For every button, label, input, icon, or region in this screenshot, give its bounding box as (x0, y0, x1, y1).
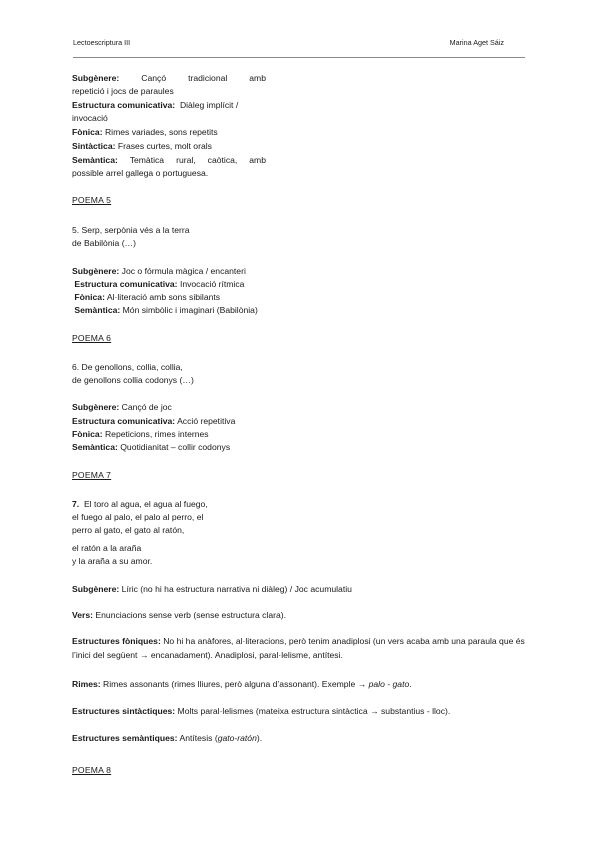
p4-estructura-text1: Diàleg implícit / (179, 100, 239, 110)
p7-semantica-example: gato-ratón (217, 733, 257, 743)
p4-estructura-label: Estructura comunicativa: (72, 100, 176, 110)
p6-fonica-label: Fònica: (72, 429, 103, 439)
p5-subgenere-label: Subgènere: (72, 266, 120, 276)
poem5-heading: POEMA 5 (72, 195, 112, 205)
p4-fonica-label: Fònica: (72, 127, 103, 137)
poem7-verse-line5: y la araña a su amor. (72, 556, 153, 566)
poem6-verse-line2: de genollons collia codonys (…) (72, 375, 194, 385)
p4-subgenere-text1: Cançó tradicional amb (141, 73, 266, 83)
p4-fonica (72, 127, 218, 138)
p5-subgenere (72, 266, 246, 277)
p7-vers-text: Enunciacions sense verb (sense estructura clara). (95, 610, 287, 620)
poem7-verse-line1 (72, 499, 208, 510)
p4-sintactica-text: Frases curtes, molt orals (117, 141, 212, 151)
p6-subgenere-label: Subgènere: (72, 402, 120, 412)
p7-subgenere (72, 584, 352, 595)
poem6-verse-line1: 6. De genollons, collia, collia, (72, 362, 183, 372)
p7-semantica (72, 733, 262, 744)
p5-semantica (72, 305, 258, 316)
p7-fonica-label: Estructures fòniques: (72, 636, 161, 646)
p5-estructura-label: Estructura comunicativa: (74, 279, 178, 289)
p6-semantica-text: Quotidianitat – collir codonys (120, 442, 231, 452)
p5-estructura-text: Invocació rítmica (179, 279, 245, 289)
p5-semantica-label: Semàntica: (74, 305, 121, 315)
p4-semantica-line1 (72, 155, 266, 166)
p7-fonica-text: No hi ha anàfores, al·literacions, però tenim anadiplosi (un vers acaba amb una paraula que és l’inici del següent → encanadament). Anadiplosi, paral·lelisme, antítesi. (72, 636, 525, 660)
poem7-heading: POEMA 7 (72, 470, 112, 480)
p6-estructura (72, 416, 235, 427)
p7-vers-label: Vers: (72, 610, 94, 620)
p5-fonica-label: Fònica: (74, 292, 105, 302)
poem7-verse-line2: el fuego al palo, el palo al perro, el (72, 512, 204, 522)
p5-fonica (72, 292, 220, 303)
p7-rimes-end: . (409, 679, 412, 689)
p6-estructura-text: Acció repetitiva (177, 416, 236, 426)
p6-fonica (72, 429, 209, 440)
p7-sintactica (72, 706, 450, 717)
p4-subgenere-line2: repetició i jocs de paraules (72, 86, 174, 96)
header-author-name: Marina Aget Sáiz (449, 38, 504, 47)
p7-rimes-example: palo - gato (368, 679, 410, 689)
p4-semantica-line2: possible arrel gallega o portuguesa. (72, 168, 209, 178)
p6-subgenere (72, 402, 172, 413)
poem7-verse-text1: El toro al agua, el agua al fuego, (83, 499, 208, 509)
page-header (73, 38, 525, 50)
p6-fonica-text: Repeticions, rimes internes (104, 429, 209, 439)
p7-sintactica-label: Estructures sintàctiques: (72, 706, 176, 716)
p6-semantica (72, 442, 230, 453)
p5-estructura (72, 279, 244, 290)
poem6-heading: POEMA 6 (72, 333, 112, 343)
p7-semantica-label: Estructures semàntiques: (72, 733, 178, 743)
p4-semantica-label: Semàntica: (72, 155, 118, 165)
p4-sintactica-label: Sintàctica: (72, 141, 116, 151)
p7-rimes-text: Rimes assonants (rimes lliures, però alguna d’assonant). Exemple → (103, 679, 367, 689)
header-course-title: Lectoescriptura III (73, 38, 131, 47)
poem5-verse-line1: 5. Serp, serpònia vés a la terra (72, 225, 190, 235)
p7-sintactica-text: Molts paral·lelismes (mateixa estructura sintàctica → substantius - lloc). (177, 706, 451, 716)
p4-fonica-text: Rimes variades, sons repetits (104, 127, 218, 137)
header-divider (73, 57, 525, 58)
p7-subgenere-text: Líric (no hi ha estructura narrativa ni diàleg) / Joc acumulatiu (121, 584, 352, 594)
p4-estructura-line2: invocació (72, 113, 108, 123)
poem5-verse-line2: de Babilònia (…) (72, 238, 137, 248)
poem8-heading: POEMA 8 (72, 765, 112, 775)
poem7-verse-line4: el ratón a la araña (72, 543, 142, 553)
p4-subgenere-line1 (72, 73, 266, 84)
p5-fonica-text: Al·literació amb sons sibilants (106, 292, 221, 302)
p4-estructura-line1 (72, 100, 238, 111)
poem7-verse-line3: perro al gato, el gato al ratón, (72, 525, 185, 535)
p4-sintactica (72, 141, 212, 152)
p7-rimes-label: Rimes: (72, 679, 101, 689)
p7-vers (72, 610, 286, 621)
p5-semantica-text: Món simbòlic i imaginari (Babilònia) (122, 305, 258, 315)
p6-subgenere-text: Cançó de joc (121, 402, 172, 412)
p7-fonica (72, 634, 530, 662)
p7-rimes (72, 679, 412, 690)
p4-semantica-text1: Temàtica rural, caòtica, amb (129, 155, 266, 165)
p6-estructura-label: Estructura comunicativa: (72, 416, 176, 426)
p7-semantica-text: Antítesis ( (179, 733, 218, 743)
p4-subgenere-label: Subgènere: (72, 73, 120, 83)
p7-semantica-end: ). (256, 733, 263, 743)
poem7-verse-number: 7. (72, 499, 80, 509)
p5-subgenere-text: Joc o fórmula màgica / encanteri (121, 266, 246, 276)
p7-subgenere-label: Subgènere: (72, 584, 120, 594)
p6-semantica-label: Semàntica: (72, 442, 118, 452)
